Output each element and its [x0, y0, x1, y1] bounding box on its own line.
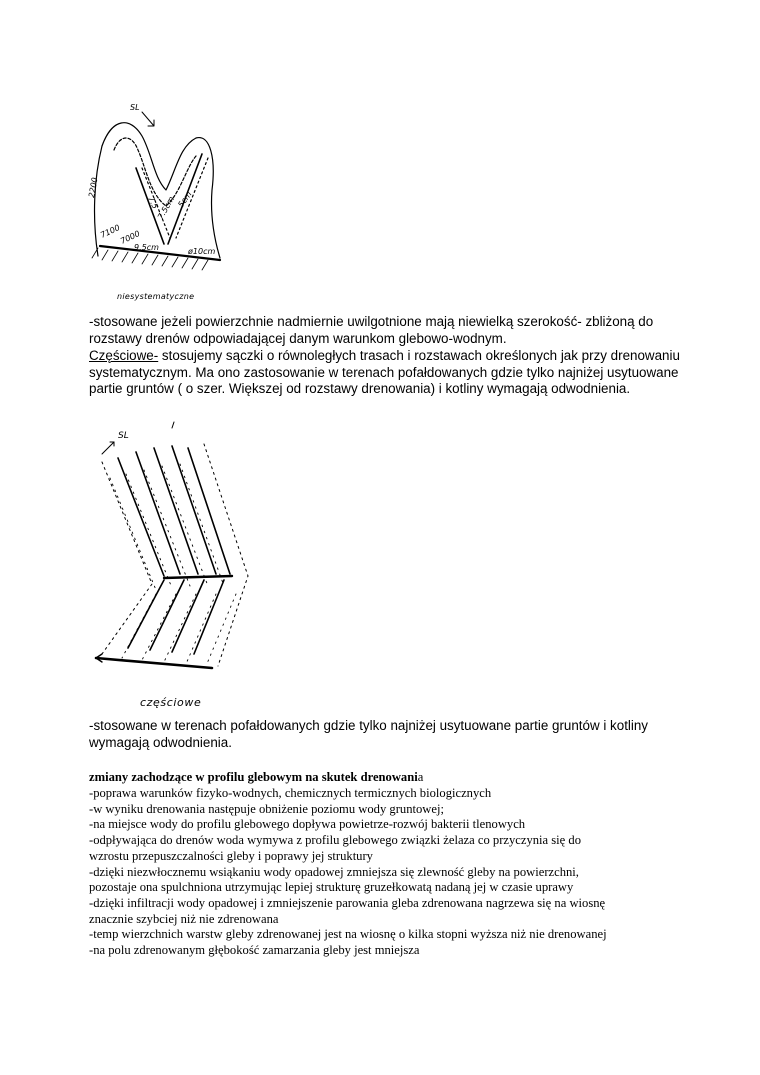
list-item: -odpływająca do drenów woda wymywa z profilu glebowego związki żelaza co przyczynia się do	[89, 833, 582, 848]
fig1-label-7100: 7100	[99, 223, 122, 240]
tick-mark	[172, 422, 174, 428]
fig1-label-2200: 2200	[87, 176, 100, 199]
section-heading-bold: zmiany zachodzące w profilu glebowym na skutek drenowani	[89, 770, 418, 784]
fig1-label-75cm: 7.5cm	[155, 194, 177, 221]
list-item: -na polu zdrenowanym głębokość zamarzania gleby jest mniejsza	[89, 943, 420, 958]
effects-list	[89, 786, 689, 959]
lower-drain-2	[150, 580, 184, 650]
valley-outline-left	[95, 146, 102, 256]
non-systematic-drainage-figure	[84, 98, 234, 298]
fig1-label-10cm: ø10cm	[188, 247, 216, 256]
list-item: znacznie szybciej niż nie zdrenowana	[89, 911, 279, 926]
slope-arrow	[142, 112, 154, 126]
list-item: pozostaje ona spulchniona utrzymując lepiej strukturę gruzełkowatą nadaną jej w czasie uprawy	[89, 880, 574, 895]
paragraph-1: -stosowane jeżeli powierzchnie nadmiernie uwilgotnione mają niewielką szerokość- zbliżoną do rozstawy drenów odpowiadającej danym warunkom glebowo-wodnym.	[89, 314, 654, 346]
list-item: wzrostu przepuszczalności gleby i poprawy jej struktury	[89, 848, 373, 863]
partial-drainage-figure	[88, 418, 253, 680]
upper-drain-2	[136, 452, 180, 574]
list-item: -w wyniku drenowania następuje obniżenie poziomu wody gruntowej;	[89, 801, 444, 816]
fig1-label-75: 7.5	[146, 195, 160, 211]
list-item: -dzięki infiltracji wody opadowej i zmniejszenie parowania gleba zdrenowana nagrzewa się na wiosnę	[89, 895, 606, 910]
fig1-label-95cm: 9.5cm	[134, 243, 159, 252]
lower-drain-1	[128, 580, 164, 648]
lower-collector	[96, 658, 212, 668]
figure2-caption: częściowe	[140, 696, 202, 709]
list-item: -na miejsce wody do profilu glebowego dopływa powietrze-rozwój bakterii tlenowych	[89, 817, 526, 832]
section-heading	[89, 770, 689, 786]
fig1-label-5cm: 5cm	[176, 189, 194, 210]
slope-arrow-2	[102, 442, 114, 454]
fig1-label-sl: SL	[130, 103, 140, 112]
section-heading-tail: a	[417, 770, 424, 784]
figure1-caption: niesystematyczne	[117, 292, 195, 301]
list-item: -dzięki niezwłocznemu wsiąkaniu wody opadowej zmniejsza się zlewność gleby na powierzchni,	[89, 864, 579, 879]
fig2-label-sl: SL	[118, 431, 129, 441]
list-item: -poprawa warunków fizyko-wodnych, chemicznych termicznych biologicznych	[89, 786, 492, 800]
paragraph-2	[89, 348, 699, 398]
upper-drain-3	[154, 448, 198, 574]
left-boundary-stipple	[102, 462, 152, 654]
lower-stipple	[122, 594, 236, 666]
list-item: -temp wierzchnich warstw gleby zdrenowanej jest na wiosnę o kilka stopni wyższa niż nie drenowanej	[89, 927, 607, 942]
fig1-label-7000: 7000	[119, 229, 142, 246]
partial-drainage-term: Częściowe-	[89, 348, 159, 363]
paragraph-3: -stosowane w terenach pofałdowanych gdzie tylko najniżej usytuowane partie gruntów i kotliny wymagają odwodnienia.	[89, 718, 649, 750]
right-boundary-stipple	[204, 444, 248, 666]
upper-collector	[164, 576, 232, 578]
partial-drainage-text: stosujemy sączki o równoległych trasach i rozstawach określonych jak przy drenowaniu systematycznym. Ma ono zastosowanie w terenach pofałdowanych gdzie tylko najniżej usytuowane partie gruntów ( o szer. Większej od rozstawy drenowania) i kotliny wymagają odwodnienia.	[89, 348, 680, 397]
